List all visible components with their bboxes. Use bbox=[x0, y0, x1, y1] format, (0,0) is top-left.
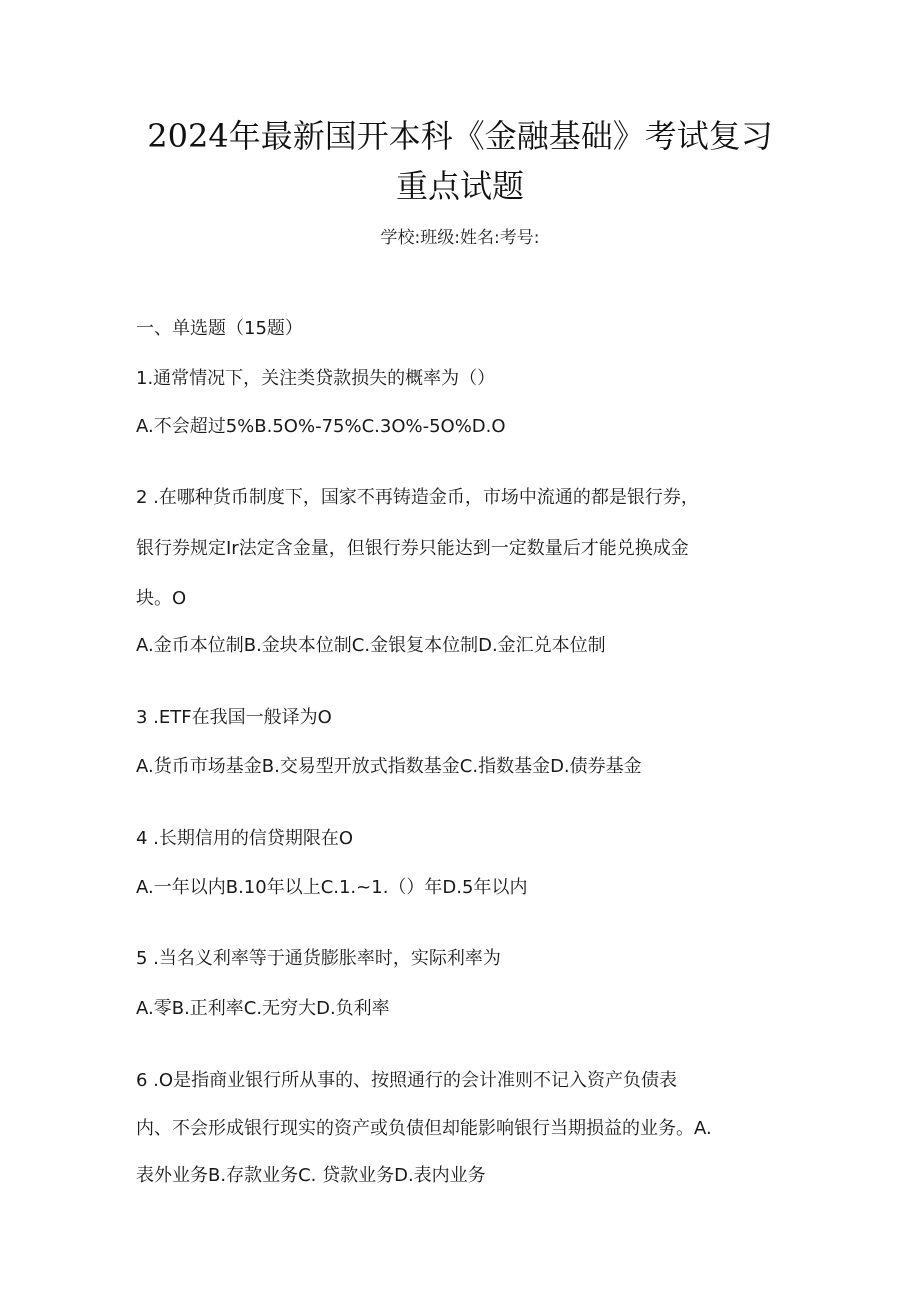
question-3-stem: 3 .ETF在我国一般译为O bbox=[136, 707, 332, 728]
student-info-line: 学校:班级:姓名:考号: bbox=[380, 228, 540, 248]
document-title-line-1: 2024年最新国开本科《金融基础》考试复习 bbox=[147, 117, 773, 155]
question-6-stem-line-1: 6 .O是指商业银行所从事的、按照通行的会计准则不记入资产负债表 bbox=[136, 1070, 678, 1091]
question-5-options: A.零B.正利率C.无穷大D.负利率 bbox=[136, 998, 390, 1019]
question-6-stem-line-2: 内、不会形成银行现实的资产或负债但却能影响银行当期损益的业务。A. bbox=[136, 1118, 712, 1139]
question-5-stem: 5 .当名义利率等于通货膨胀率时，实际利率为 bbox=[136, 948, 501, 969]
document-title-line-2: 重点试题 bbox=[395, 167, 524, 205]
question-2-stem-line-3: 块。O bbox=[136, 588, 187, 609]
question-6-stem-line-3: 表外业务B.存款业务C. 贷款业务D.表内业务 bbox=[136, 1165, 486, 1186]
question-1-stem: 1.通常情况下，关注类贷款损失的概率为（） bbox=[136, 368, 496, 389]
section-heading: 一、单选题（15题） bbox=[136, 318, 303, 339]
question-4-options: A.一年以内B.10年以上C.1.~1.（）年D.5年以内 bbox=[136, 877, 528, 898]
question-2-stem-line-2: 银行券规定Ir法定含金量，但银行券只能达到一定数量后才能兑换成金 bbox=[136, 538, 689, 559]
question-2-stem-line-1: 2 .在哪种货币制度下，国家不再铸造金币，市场中流通的都是银行券， bbox=[136, 487, 699, 508]
question-4-stem: 4 .长期信用的信贷期限在O bbox=[136, 828, 354, 849]
question-3-options: A.货币市场基金B.交易型开放式指数基金C.指数基金D.债券基金 bbox=[136, 756, 642, 777]
question-2-options: A.金币本位制B.金块本位制C.金银复本位制D.金汇兑本位制 bbox=[136, 635, 606, 656]
question-1-options: A.不会超过5%B.5O%-75%C.3O%-5O%D.O bbox=[136, 416, 506, 437]
